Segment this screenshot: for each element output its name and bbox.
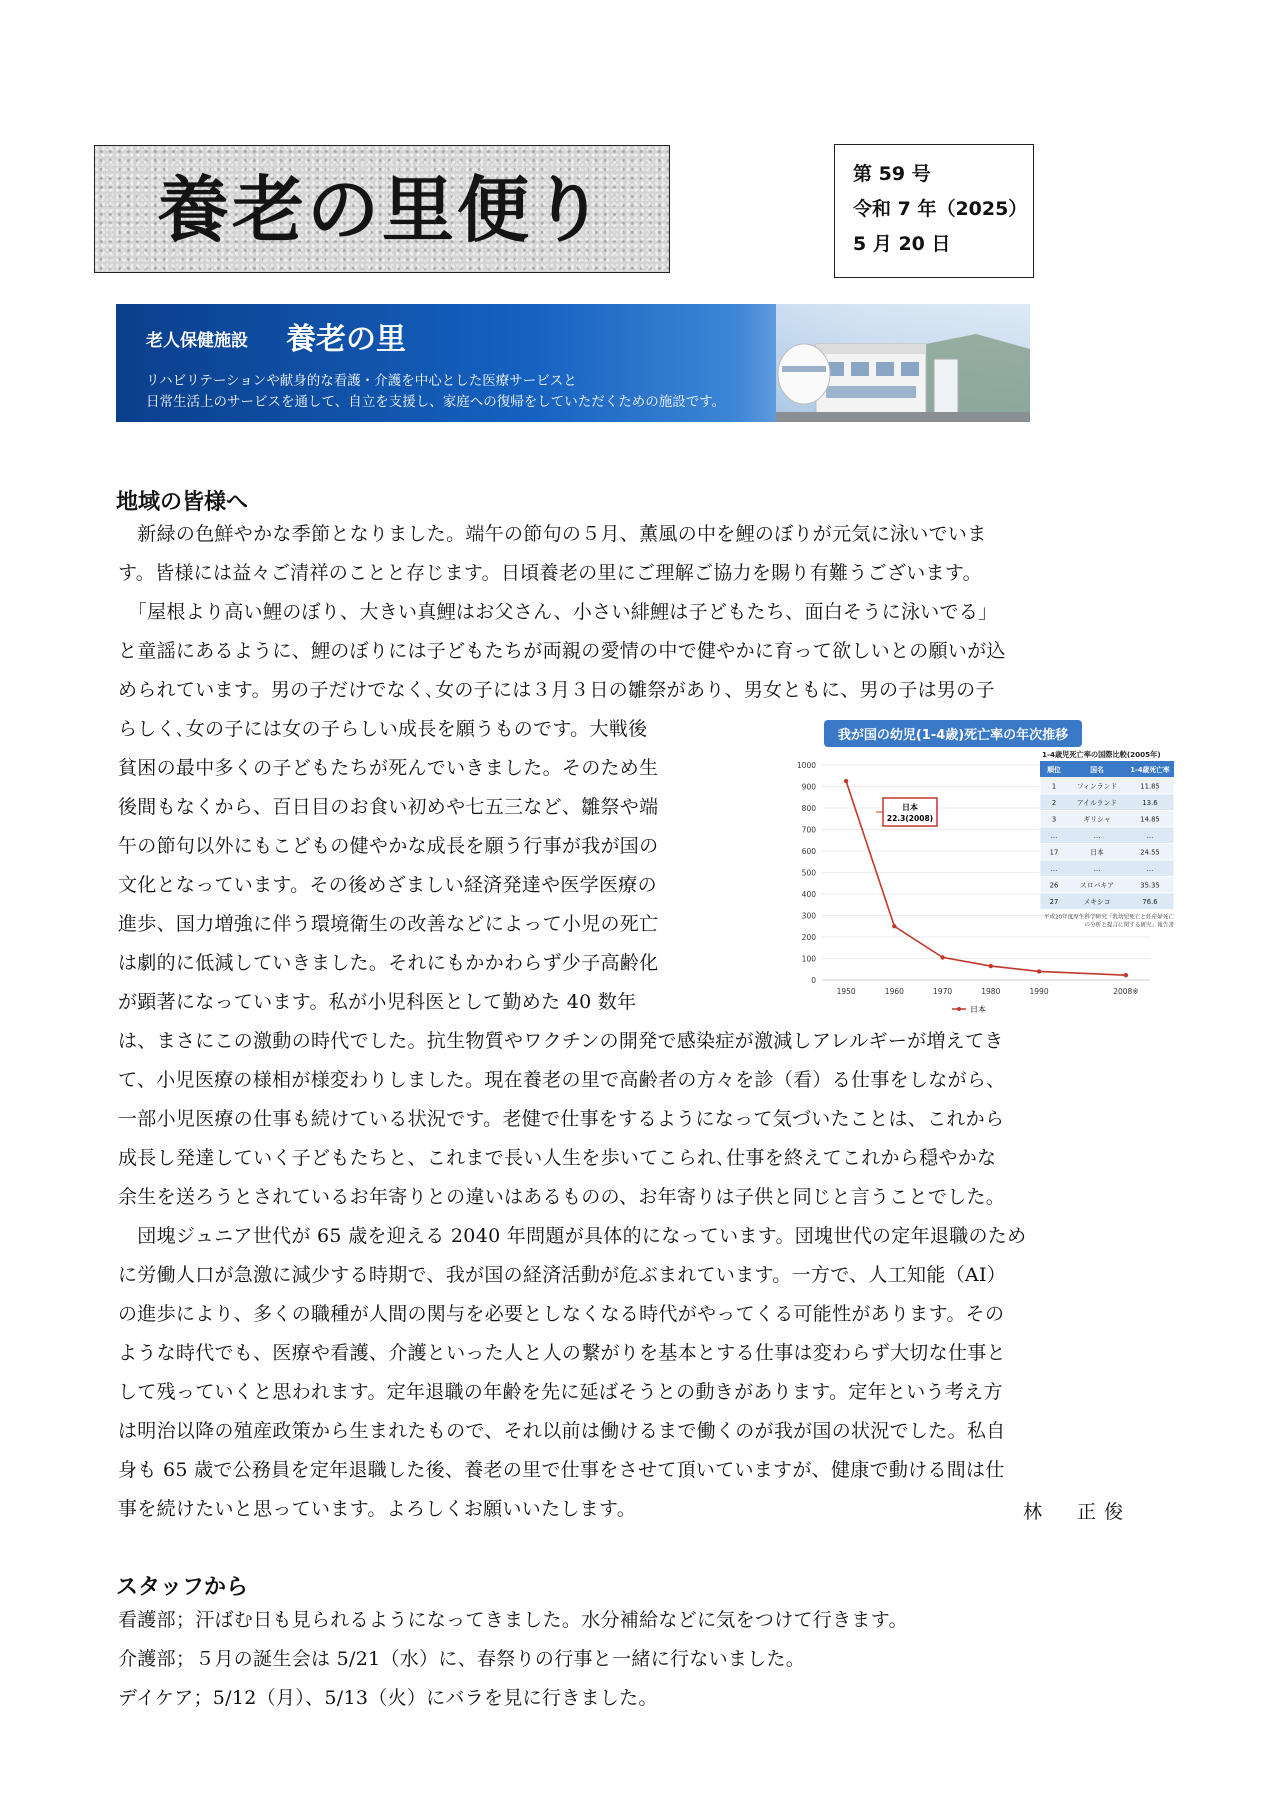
paragraph-line: は、まさにこの激動の時代でした。抗生物質やワクチンの開発で感染症が激減しアレルギーが増えてき [118,1030,1004,1052]
inset-table-column-header: 国名 [1090,766,1104,774]
inset-table-column-header: 1-4歳死亡率 [1130,766,1170,774]
chart-x-tick-label: 1950 [836,987,856,996]
inset-table-cell: 76.6 [1142,898,1158,906]
chart-y-tick-label: 400 [801,890,816,899]
facility-description-2: 日常生活上のサービスを通して、自立を支援し、家庭への復帰をしていただくための施設です。 [146,394,726,410]
chart-title: 我が国の幼児(1-4歳)死亡率の年次推移 [837,728,1069,743]
paragraph-line: は劇的に低減していきました。それにもかかわらず少子高齢化 [118,952,659,974]
facility-description-1: リハビリテーションや献身的な看護・介護を中心とした医療サービスと [146,373,577,389]
legend-label: 日本 [970,1005,986,1014]
staff-note-nursing: 看護部；汗ばむ日も見られるようになってきました。水分補給などに気をつけて行きます。 [118,1609,908,1631]
paragraph-line: て、小児医療の様相が様変わりしました。現在養老の里で高齢者の方々を診（看）る仕事をしながら、 [118,1069,1006,1091]
chart-data-point [1037,969,1041,973]
paragraph-line: 身も 65 歳で公務員を定年退職した後、養老の里で仕事をさせて頂いていますが、健康で動ける間は仕 [118,1459,1005,1481]
paragraph-line: 余生を送ろうとされているお年寄りとの違いはあるものの、お年寄りは子供と同じと言うことでした。 [118,1186,1006,1208]
legend-marker [957,1007,961,1011]
chart-y-tick-label: 100 [801,954,816,964]
inset-table-column-header: 順位 [1047,766,1061,774]
inset-table-row [1040,827,1174,844]
facility-building-image [776,304,1030,422]
inset-table-cell: 1 [1051,782,1057,791]
paragraph-line: は明治以降の殖産政策から生まれたもので、それ以前は働けるまで働くのが我が国の状況でした。私自 [118,1420,1006,1442]
inset-table-note: 平成20年度厚生科学研究「乳幼児死亡と妊産婦死亡 [1043,914,1174,921]
chart-x-tick-label: 1980 [981,987,1001,996]
paragraph-line: められています。男の子だけでなく､女の子には３月３日の雛祭があり、男女ともに、男の子は男の子 [118,679,995,701]
paragraph-line: 文化となっています。その後めざましい経済発達や医学医療の [118,874,657,896]
chart-y-tick-label: 0 [811,976,816,985]
paragraph-line: 一部小児医療の仕事も続けている状況です。老健で仕事をするようになって気づいたことは、これから [118,1108,1005,1130]
paragraph-line: の進歩により、多くの職種が人間の関与を必要としなくなる時代がやってくる可能性があります。その [118,1303,1005,1325]
paragraph-line: と童謡にあるように、鯉のぼりには子どもたちが両親の愛情の中で健やかに育って欲しいとの願いが込 [118,640,1006,662]
chart-data-point [844,779,848,783]
paragraph-line: 「屋根より高い鯉のぼり、大きい真鯉はお父さん、小さい緋鯉は子どもたち、面白そうに泳いでる」 [118,601,998,623]
staff-note-daycare: デイケア；5/12（月）、5/13（火）にバラを見に行きました。 [118,1687,658,1709]
inset-table-cell: 14.85 [1140,815,1160,824]
chart-annotation-line2: 22.3(2008) [886,814,934,823]
inset-table-cell: メキシコ [1083,898,1111,906]
chart-x-tick-label: 1970 [933,987,953,996]
paragraph-line: らしく､女の子には女の子らしい成長を願うものです。大戦後 [118,718,648,740]
chart-x-tick-label: 1960 [884,987,904,996]
paragraph-line: 成長し発達していく子どもたちと、これまで長い人生を歩いてこられ､仕事を終えてこれから穏やかな [118,1147,997,1169]
inset-table-cell: 11.85 [1140,782,1160,791]
author-signature: 林 正俊 [1023,1501,1132,1523]
issue-date-day: 5 月 20 日 [853,233,951,255]
inset-table-cell: 24.55 [1140,848,1160,857]
inset-table-title: 1-4歳児死亡率の国際比較(2005年) [1042,750,1161,759]
paragraph-line: して残っていくと思われます。定年退職の年齢を先に延ばそうとの動きがあります。定年という考え方 [118,1381,1003,1403]
child-mortality-chart [782,718,1178,1018]
section-heading-staff: スタッフから [116,1575,249,1600]
section-heading-greeting: 地域の皆様へ [116,490,249,515]
inset-table-cell: … [1146,865,1154,873]
inset-table-cell: スロバキア [1080,881,1114,890]
paragraph-line: ような時代でも、医療や看護、介護といった人と人の繋がりを基本とする仕事は変わらず大切な仕事と [118,1342,1006,1364]
inset-table-cell: フィンランド [1076,782,1118,791]
inset-table-cell: … [1050,865,1058,873]
paragraph-line: 午の節句以外にもこどもの健やかな成長を願う行事が我が国の [118,835,659,857]
chart-y-tick-label: 600 [801,847,816,856]
facility-banner [116,304,1030,422]
inset-table-cell: … [1093,865,1101,873]
paragraph-line: 事を続けたいと思っています。よろしくお願いいたします。 [118,1498,637,1520]
chart-data-point [940,955,944,959]
inset-table-row [1040,860,1174,877]
inset-table-cell: 13.6 [1142,799,1158,807]
chart-x-tick-label: 2008※ [1113,987,1139,996]
inset-table-cell: … [1093,832,1101,840]
facility-type-label: 老人保健施設 [146,331,248,351]
inset-table-note: の分析と提言に関する研究」報告書 [1084,922,1174,929]
inset-table-cell: 日本 [1090,848,1104,857]
paragraph-line: 後間もなくから、百日目のお食い初めや七五三など、雛祭や端 [118,796,659,818]
paragraph-line: 団塊ジュニア世代が 65 歳を迎える 2040 年問題が具体的になっています。団塊世代の定年退職のため [118,1225,1027,1247]
inset-table-cell: 2 [1051,799,1057,807]
chart-annotation-line1: 日本 [902,803,918,812]
newsletter-title: 養老の里便り [157,168,608,252]
international-comparison-table [1040,750,1174,929]
inset-table-cell: 3 [1051,815,1057,824]
facility-name: 養老の里 [286,322,406,357]
paragraph-line: 進歩、国力増強に伴う環境衛生の改善などによって小児の死亡 [118,913,659,935]
inset-table-cell: … [1050,832,1058,840]
chart-data-point [1124,973,1128,977]
chart-y-tick-label: 500 [801,868,816,878]
inset-table-cell: アイルランド [1076,799,1118,807]
chart-data-point [989,964,993,968]
chart-y-tick-label: 900 [801,782,816,792]
chart-y-tick-label: 300 [801,911,816,921]
chart-data-point [892,924,896,928]
paragraph-line: す。皆様には益々ご清祥のことと存じます。日頃養老の里にご理解ご協力を賜り有難うございます。 [118,562,982,584]
issue-date-era: 令和 7 年（2025） [853,198,1028,220]
paragraph-line: に労働人口が急激に減少する時期で、我が国の経済活動が危ぶまれています。一方で、人工知能（AI） [118,1264,1007,1286]
chart-x-tick-label: 1990 [1029,987,1049,996]
inset-table-cell: 35.35 [1140,881,1160,890]
paragraph-line: が顕著になっています。私が小児科医として勤めた 40 数年 [118,991,637,1013]
inset-table-cell: 26 [1049,881,1059,890]
issue-number: 第 59 号 [853,163,931,185]
chart-y-tick-label: 700 [801,825,816,835]
staff-note-care: 介護部；５月の誕生会は 5/21（水）に、春祭りの行事と一緒に行ないました。 [118,1648,806,1670]
paragraph-line: 貧困の最中多くの子どもたちが死んでいきました。そのため生 [118,757,659,779]
chart-y-tick-label: 1000 [796,761,816,770]
paragraph-line: 新緑の色鮮やかな季節となりました。端午の節句の５月、薫風の中を鯉のぼりが元気に泳いでいま [118,523,987,545]
issue-info-box [834,144,1034,278]
chart-y-tick-label: 800 [801,804,816,813]
inset-table-cell: … [1146,832,1154,840]
inset-table-cell: ギリシャ [1083,815,1111,824]
newsletter-title-box [94,145,670,273]
inset-table-cell: 27 [1049,898,1059,906]
chart-y-tick-label: 200 [801,933,816,942]
inset-table-cell: 17 [1049,848,1059,857]
